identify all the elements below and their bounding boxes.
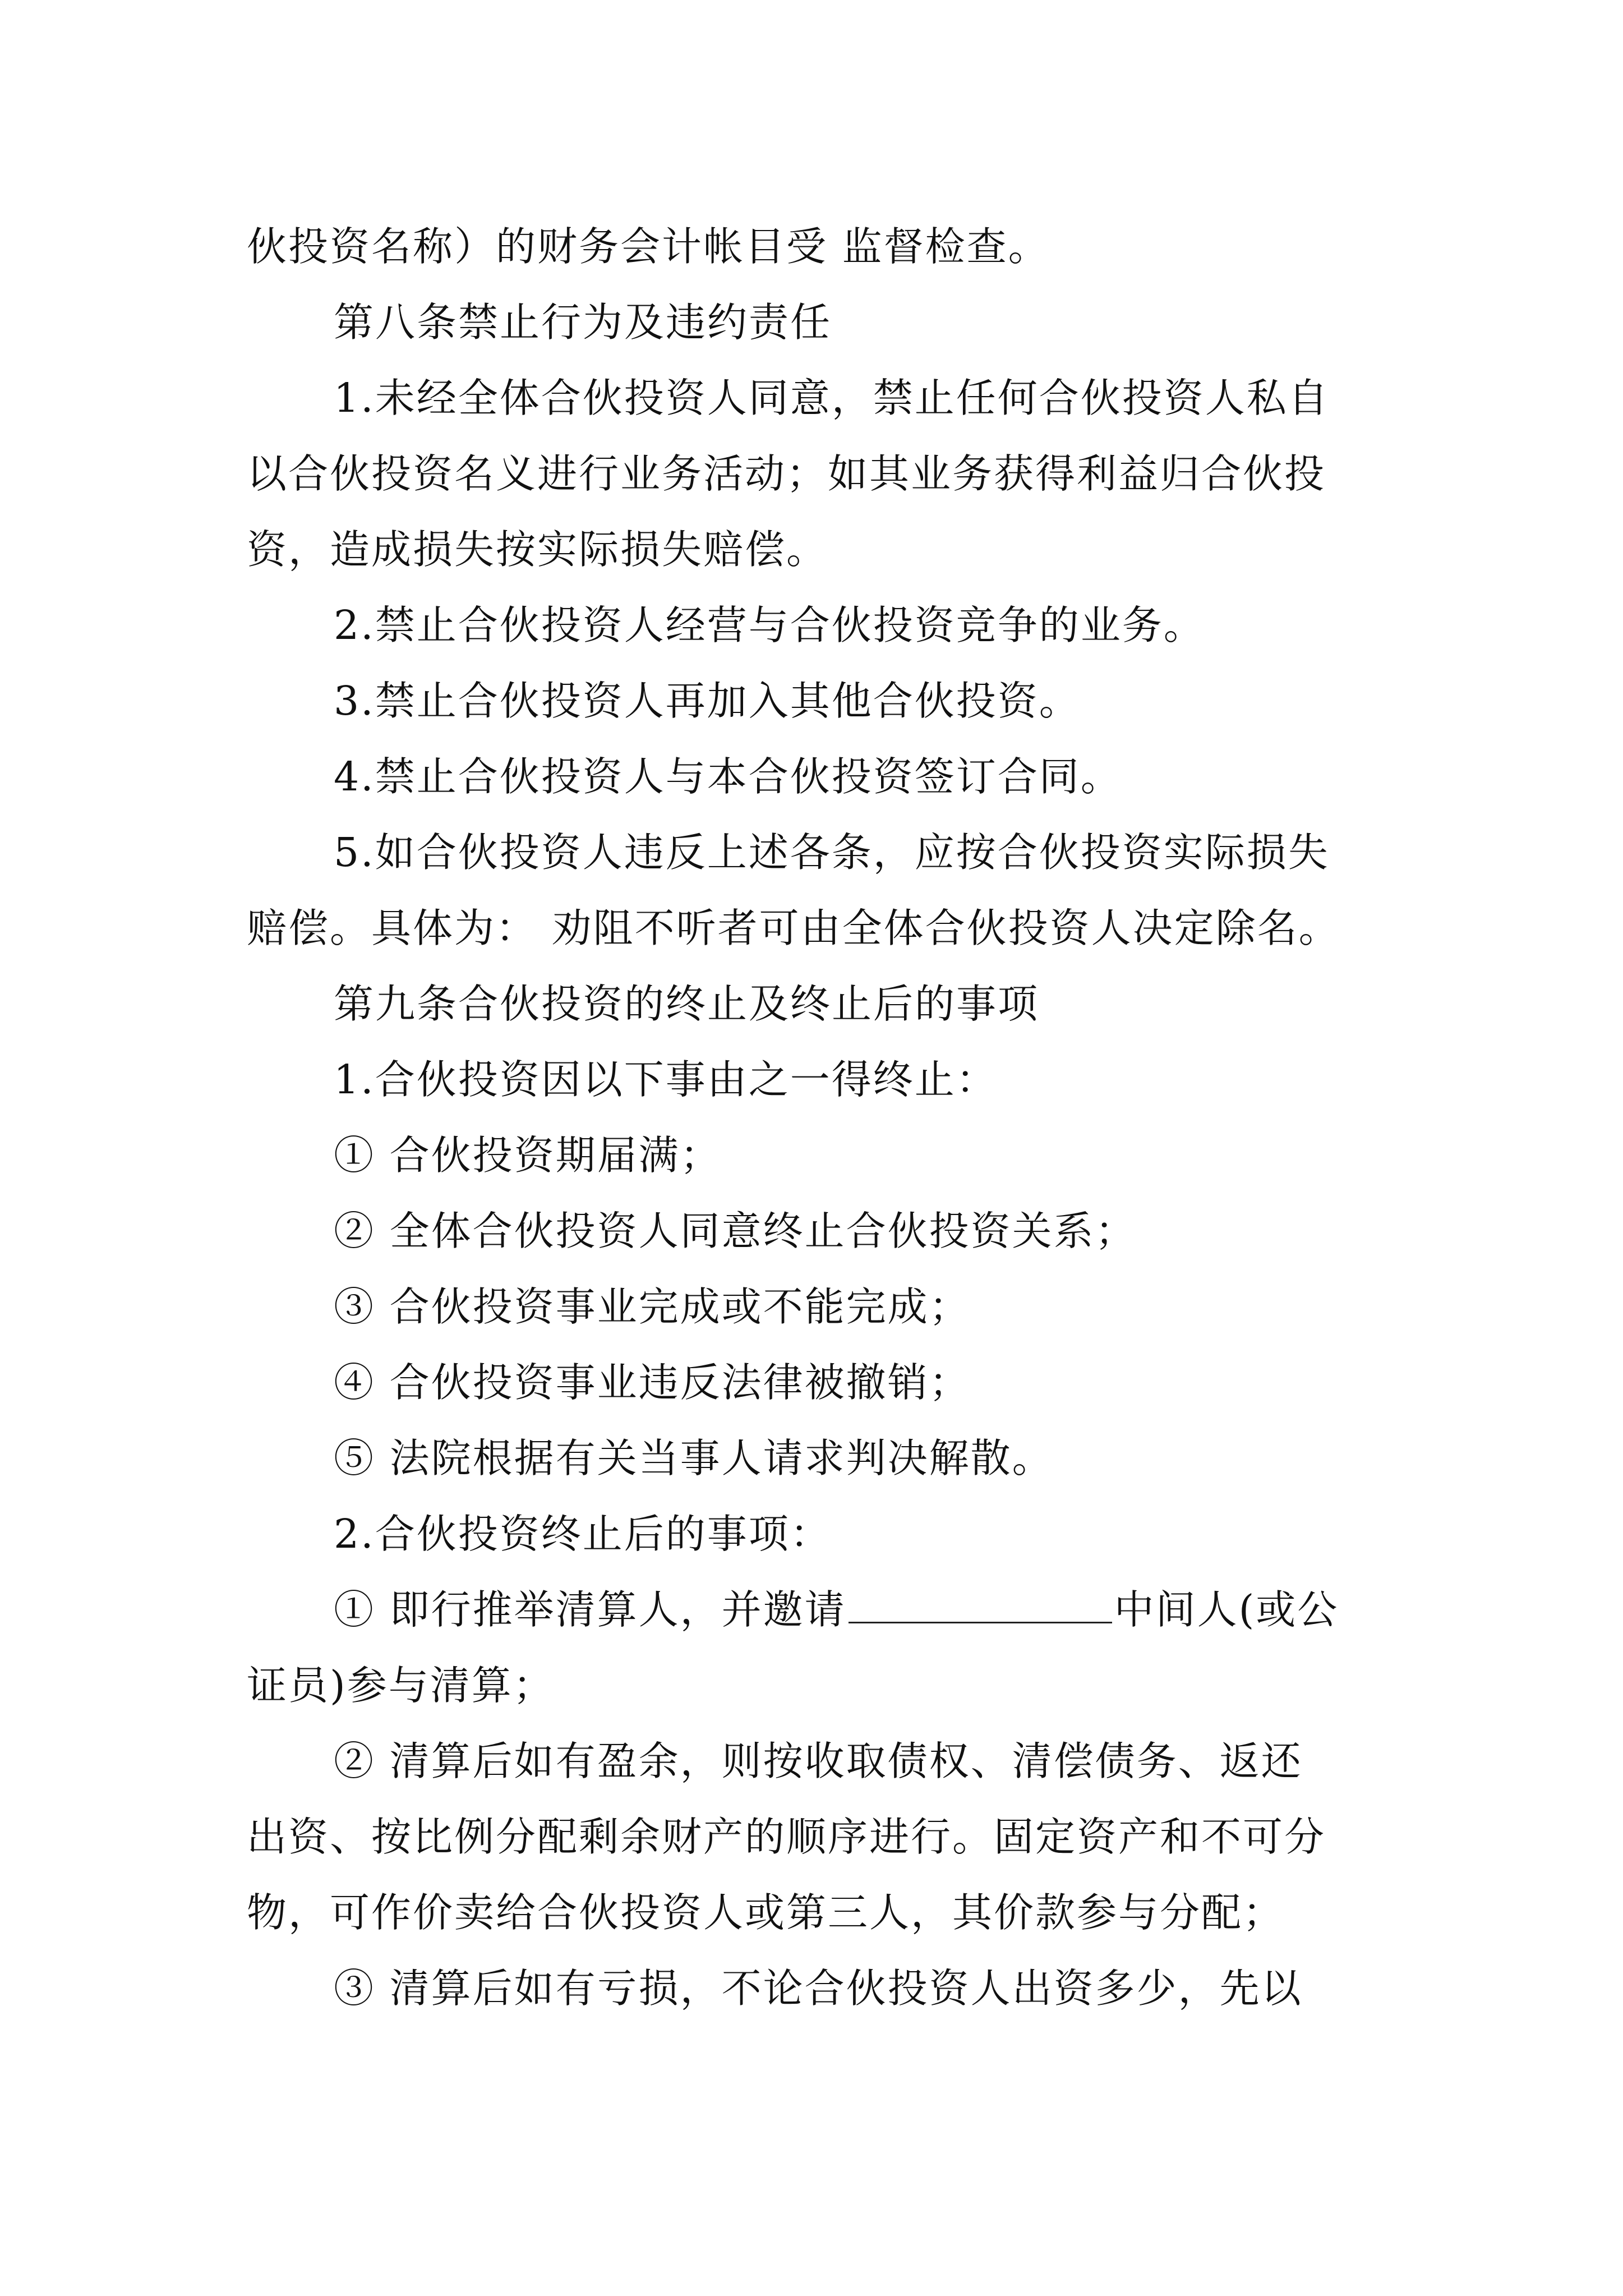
paragraph-line: 物，可作价卖给合伙投资人或第三人，其价款参与分配； xyxy=(247,1889,1285,1936)
paragraph-line: 伙投资名称）的财务会计帐目受 监督检查。 xyxy=(247,223,1050,270)
paragraph-line: 2.禁止合伙投资人经营与合伙投资竞争的业务。 xyxy=(334,602,1205,648)
paragraph-line: 1.未经全体合伙投资人同意，禁止任何合伙投资人私自 xyxy=(334,375,1330,421)
paragraph-line: 3.禁止合伙投资人再加入其他合伙投资。 xyxy=(334,678,1081,724)
list-item: ① 合伙投资期届满； xyxy=(334,1132,722,1179)
list-item-text: 中间人(或公 xyxy=(1114,1586,1339,1633)
paragraph-line: 赔偿。具体为： 劝阻不听者可由全体合伙投资人决定除名。 xyxy=(247,905,1340,951)
fill-in-blank xyxy=(849,1582,1112,1623)
paragraph-line: 5.如合伙投资人违反上述各条，应按合伙投资实际损失 xyxy=(334,829,1330,876)
section-heading-article-9: 第九条合伙投资的终止及终止后的事项 xyxy=(334,981,1040,1027)
list-item: ② 清算后如有盈余，则按收取债权、清偿债务、返还 xyxy=(334,1738,1303,1784)
section-heading-article-8: 第八条禁止行为及违约责任 xyxy=(334,299,832,346)
paragraph-line: 证员)参与清算； xyxy=(247,1662,555,1709)
list-item: ④ 合伙投资事业违反法律被撤销； xyxy=(334,1359,971,1406)
paragraph-line: 出资、按比例分配剩余财产的顺序进行。固定资产和不可分 xyxy=(247,1814,1326,1860)
list-item: ⑤ 法院根据有关当事人请求判决解散。 xyxy=(334,1435,1054,1481)
list-item: ③ 合伙投资事业完成或不能完成； xyxy=(334,1283,971,1330)
paragraph-line: 资，造成损失按实际损失赔偿。 xyxy=(247,526,828,573)
paragraph-line: 以合伙投资名义进行业务活动；如其业务获得利益归合伙投 xyxy=(247,450,1326,497)
paragraph-line: 2.合伙投资终止后的事项： xyxy=(334,1511,832,1557)
list-item: ③ 清算后如有亏损，不论合伙投资人出资多少，先以 xyxy=(334,1965,1303,2012)
list-item-with-blank xyxy=(334,1582,1339,1638)
list-item: ② 全体合伙投资人同意终止合伙投资关系； xyxy=(334,1208,1137,1254)
list-item-text: ① 即行推举清算人，并邀请 xyxy=(334,1586,846,1633)
paragraph-line: 1.合伙投资因以下事由之一得终止： xyxy=(334,1056,998,1103)
paragraph-line: 4.禁止合伙投资人与本合伙投资签订合同。 xyxy=(334,753,1122,800)
